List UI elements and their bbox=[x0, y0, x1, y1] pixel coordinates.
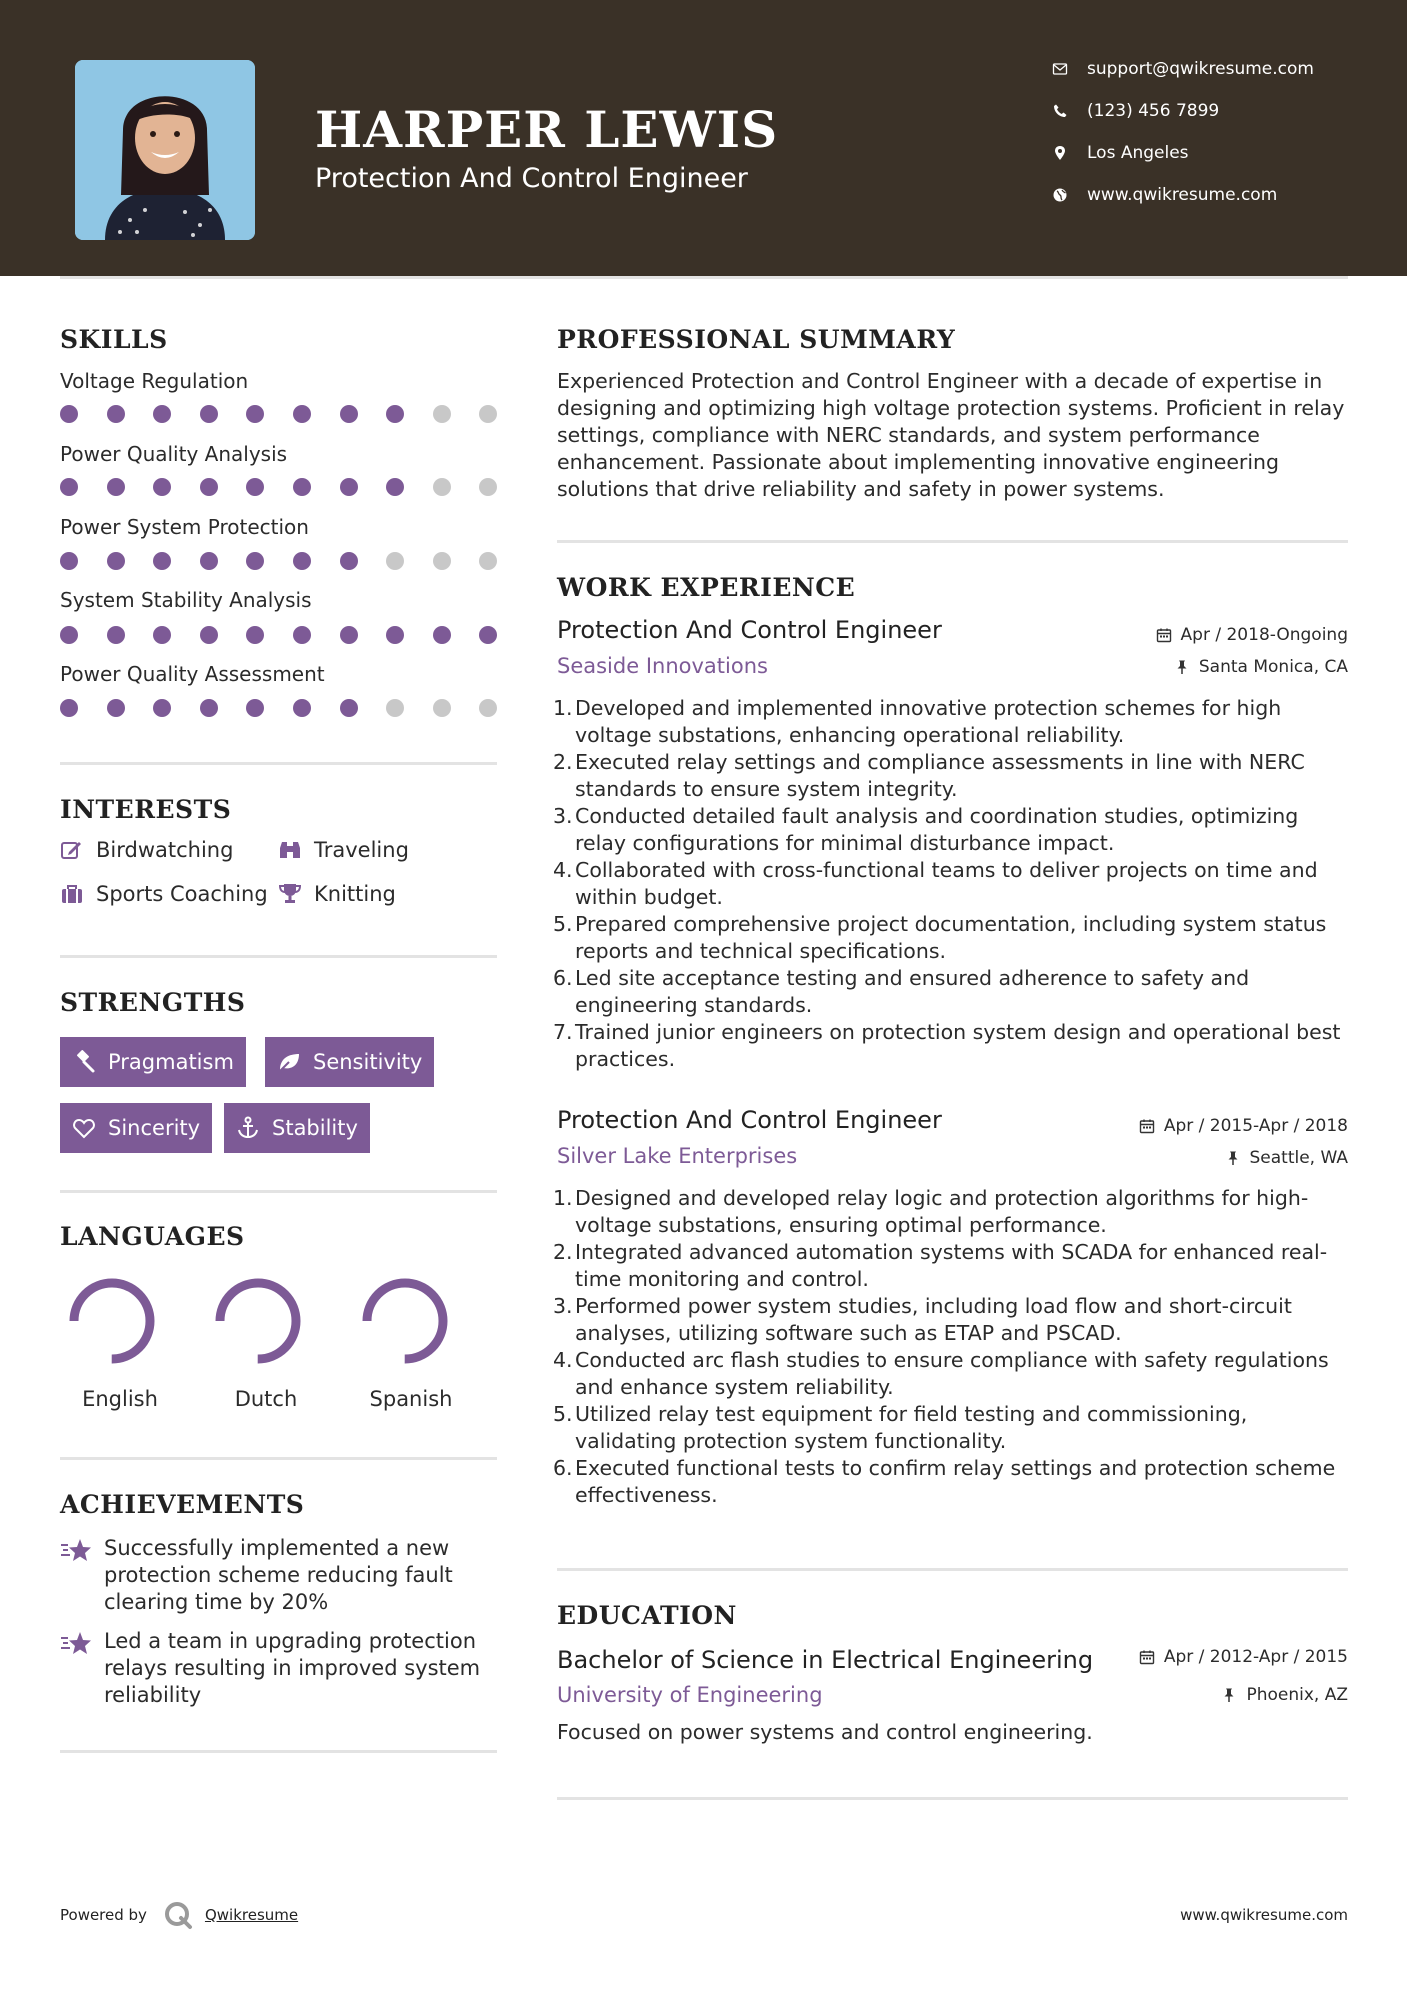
pushpin-icon bbox=[1225, 1150, 1241, 1166]
job-bullet: 3. Performed power system studies, including load flow and short-circuit analyses, utilizing software such as ETAP and PSCAD. bbox=[553, 1294, 1292, 1345]
interest-item bbox=[278, 838, 409, 862]
footer-powered-by bbox=[60, 1900, 298, 1930]
interest-label: Sports Coaching bbox=[96, 882, 268, 906]
education-location bbox=[1221, 1685, 1348, 1705]
candidate-name: HARPER LEWIS bbox=[315, 100, 779, 159]
achievement-item bbox=[60, 1535, 500, 1616]
skill-dot-filled bbox=[293, 552, 311, 570]
profile-photo bbox=[75, 60, 255, 240]
skill-name: System Stability Analysis bbox=[60, 588, 312, 612]
contact-location bbox=[1050, 138, 1380, 168]
skill-dot-filled bbox=[107, 699, 125, 717]
education-date bbox=[1139, 1647, 1348, 1667]
achievement-item bbox=[60, 1628, 500, 1709]
job-location-text: Seattle, WA bbox=[1249, 1148, 1348, 1168]
skill-name: Power Quality Assessment bbox=[60, 662, 325, 686]
calendar-icon bbox=[1139, 1118, 1155, 1134]
calendar-icon bbox=[1139, 1649, 1155, 1665]
skill-dot-filled bbox=[200, 699, 218, 717]
strength-tag bbox=[60, 1037, 246, 1087]
skill-dot-filled bbox=[246, 405, 264, 423]
section-divider bbox=[557, 540, 1348, 543]
achievement-text: Led a team in upgrading protection relays resulting in improved system reliability bbox=[104, 1629, 481, 1707]
skill-dot-filled bbox=[340, 405, 358, 423]
contact-website[interactable] bbox=[1050, 180, 1380, 210]
skill-dot-empty bbox=[479, 405, 497, 423]
skill-name: Power Quality Analysis bbox=[60, 442, 288, 466]
job-bullet: 4. Collaborated with cross-functional teams to deliver projects on time and within budget. bbox=[553, 858, 1318, 909]
strength-tag bbox=[60, 1103, 212, 1153]
job-bullet: 2. Integrated advanced automation systems with SCADA for enhanced real-time monitoring and control. bbox=[553, 1240, 1328, 1291]
pushpin-icon bbox=[1221, 1687, 1237, 1703]
job-title: Protection And Control Engineer bbox=[557, 1106, 942, 1134]
interest-label: Traveling bbox=[314, 838, 409, 862]
skill-dot-filled bbox=[153, 478, 171, 496]
experience-heading: WORK EXPERIENCE bbox=[557, 573, 856, 602]
section-divider bbox=[60, 1457, 497, 1460]
skill-dot-filled bbox=[293, 699, 311, 717]
gavel-icon bbox=[72, 1050, 96, 1074]
strength-label: Stability bbox=[272, 1116, 358, 1140]
powered-by-label: Powered by bbox=[60, 1906, 147, 1924]
job-location bbox=[1225, 1148, 1349, 1168]
calendar-icon bbox=[1156, 627, 1172, 643]
skill-dot-filled bbox=[60, 699, 78, 717]
skill-name: Voltage Regulation bbox=[60, 369, 249, 393]
skill-dot-filled bbox=[60, 405, 78, 423]
strength-tag bbox=[224, 1103, 370, 1153]
skill-dot-filled bbox=[200, 552, 218, 570]
skill-dot-filled bbox=[60, 552, 78, 570]
skill-dot-filled bbox=[479, 626, 497, 644]
job-bullet: 6. Led site acceptance testing and ensured adherence to safety and engineering standards. bbox=[553, 966, 1250, 1017]
language-label: Spanish bbox=[369, 1387, 453, 1411]
job-bullet: 7. Trained junior engineers on protection system design and operational best practices. bbox=[553, 1020, 1341, 1071]
skills-heading: SKILLS bbox=[60, 325, 168, 354]
briefcase-icon bbox=[60, 882, 84, 906]
degree-title: Bachelor of Science in Electrical Engineering bbox=[557, 1646, 1094, 1674]
skill-dot-filled bbox=[60, 626, 78, 644]
summary-heading: PROFESSIONAL SUMMARY bbox=[557, 325, 956, 354]
pencil-square-icon bbox=[60, 838, 84, 862]
language-level-ring bbox=[212, 1275, 304, 1367]
contact-location-text: Los Angeles bbox=[1087, 143, 1189, 163]
leaf-icon bbox=[277, 1050, 301, 1074]
skill-dot-filled bbox=[153, 626, 171, 644]
skill-dot-empty bbox=[433, 699, 451, 717]
skill-dot-filled bbox=[340, 699, 358, 717]
skill-dot-filled bbox=[200, 478, 218, 496]
education-heading: EDUCATION bbox=[557, 1601, 737, 1630]
strength-label: Sensitivity bbox=[313, 1050, 423, 1074]
job-bullet: 4. Conducted arc flash studies to ensure compliance with safety regulations and enhance system reliability. bbox=[553, 1348, 1329, 1399]
qwikresume-logo-icon bbox=[163, 1900, 193, 1930]
skill-dot-filled bbox=[153, 699, 171, 717]
skill-dot-filled bbox=[153, 552, 171, 570]
languages-heading: LANGUAGES bbox=[60, 1222, 245, 1251]
contact-website-text: www.qwikresume.com bbox=[1087, 185, 1278, 205]
skill-dot-filled bbox=[340, 552, 358, 570]
skill-dot-filled bbox=[246, 626, 264, 644]
job-title: Protection And Control Engineer bbox=[557, 616, 942, 644]
phone-icon bbox=[1050, 101, 1070, 121]
interest-label: Birdwatching bbox=[96, 838, 234, 862]
section-divider bbox=[60, 1750, 497, 1753]
skill-dot-empty bbox=[433, 405, 451, 423]
job-date-text: Apr / 2018-Ongoing bbox=[1180, 625, 1348, 645]
job-bullet: 5. Prepared comprehensive project documentation, including system status reports and technical specifications. bbox=[553, 912, 1327, 963]
skill-dot-filled bbox=[340, 626, 358, 644]
candidate-title: Protection And Control Engineer bbox=[315, 163, 748, 194]
skill-dot-filled bbox=[107, 478, 125, 496]
skill-dot-filled bbox=[107, 552, 125, 570]
resume-header bbox=[0, 0, 1407, 276]
qwikresume-link[interactable]: Qwikresume bbox=[204, 1906, 299, 1924]
interest-item bbox=[60, 882, 268, 906]
achievements-heading: ACHIEVEMENTS bbox=[60, 1490, 305, 1519]
job-bullet: 5. Utilized relay test equipment for field testing and commissioning, validating protection system functionality. bbox=[553, 1402, 1248, 1453]
education-description: Focused on power systems and control engineering. bbox=[557, 1720, 1093, 1744]
job-date bbox=[1156, 625, 1348, 645]
strength-label: Pragmatism bbox=[108, 1050, 234, 1074]
binoculars-icon bbox=[278, 838, 302, 862]
section-divider bbox=[60, 955, 497, 958]
section-divider bbox=[60, 1190, 497, 1193]
section-divider bbox=[60, 762, 497, 765]
skill-dot-empty bbox=[479, 478, 497, 496]
contact-phone-text: (123) 456 7899 bbox=[1087, 101, 1220, 121]
strength-tag bbox=[265, 1037, 434, 1087]
section-divider bbox=[557, 1797, 1348, 1800]
job-bullet: 1. Designed and developed relay logic and protection algorithms for high-voltage substations, ensuring optimal performance. bbox=[553, 1186, 1309, 1237]
skill-dot-empty bbox=[386, 552, 404, 570]
skill-dot-filled bbox=[246, 478, 264, 496]
skill-dot-filled bbox=[60, 478, 78, 496]
star-badge-icon bbox=[60, 1630, 92, 1658]
skill-dot-filled bbox=[200, 626, 218, 644]
achievement-text: Successfully implemented a new protection scheme reducing fault clearing time by 20% bbox=[104, 1536, 453, 1614]
contact-phone[interactable] bbox=[1050, 96, 1380, 126]
skill-dot-filled bbox=[386, 478, 404, 496]
heart-icon bbox=[72, 1116, 96, 1140]
job-date bbox=[1139, 1116, 1348, 1136]
job-bullet: 6. Executed functional tests to confirm relay settings and protection scheme effectiveness. bbox=[553, 1456, 1336, 1507]
education-location-text: Phoenix, AZ bbox=[1246, 1685, 1348, 1705]
skill-dot-filled bbox=[153, 405, 171, 423]
interest-label: Knitting bbox=[314, 882, 396, 906]
skill-dot-filled bbox=[293, 626, 311, 644]
language-label: Dutch bbox=[234, 1387, 298, 1411]
job-company: Silver Lake Enterprises bbox=[557, 1144, 798, 1168]
skill-dot-empty bbox=[433, 552, 451, 570]
globe-icon bbox=[1050, 185, 1070, 205]
language-label: English bbox=[82, 1387, 158, 1411]
skill-dot-filled bbox=[386, 405, 404, 423]
job-location bbox=[1174, 657, 1348, 677]
skill-dot-filled bbox=[386, 626, 404, 644]
strengths-heading: STRENGTHS bbox=[60, 988, 246, 1017]
star-badge-icon bbox=[60, 1537, 92, 1565]
anchor-icon bbox=[236, 1116, 260, 1140]
job-company: Seaside Innovations bbox=[557, 654, 768, 678]
skill-dot-filled bbox=[293, 405, 311, 423]
interests-heading: INTERESTS bbox=[60, 795, 232, 824]
skill-dot-empty bbox=[386, 699, 404, 717]
skill-dot-filled bbox=[107, 405, 125, 423]
job-bullets bbox=[553, 695, 1353, 1073]
strength-label: Sincerity bbox=[108, 1116, 201, 1140]
job-bullet: 3. Conducted detailed fault analysis and coordination studies, optimizing relay configurations for minimal disturbance impact. bbox=[553, 804, 1299, 855]
envelope-icon bbox=[1050, 59, 1070, 79]
header-divider bbox=[60, 276, 1348, 279]
job-bullet: 1. Developed and implemented innovative protection schemes for high voltage substations, enhancing operational reliability. bbox=[553, 696, 1282, 747]
interest-item bbox=[278, 882, 396, 906]
section-divider bbox=[557, 1568, 1348, 1571]
map-marker-icon bbox=[1050, 143, 1070, 163]
language-level-ring bbox=[66, 1275, 158, 1367]
job-bullets bbox=[553, 1185, 1353, 1509]
skill-dot-filled bbox=[433, 626, 451, 644]
job-location-text: Santa Monica, CA bbox=[1198, 657, 1348, 677]
pushpin-icon bbox=[1174, 659, 1190, 675]
skill-dot-filled bbox=[246, 552, 264, 570]
skill-dot-filled bbox=[107, 626, 125, 644]
language-level-ring bbox=[359, 1275, 451, 1367]
skill-dot-empty bbox=[479, 552, 497, 570]
footer-website[interactable]: www.qwikresume.com bbox=[1180, 1906, 1348, 1924]
school-name: University of Engineering bbox=[557, 1683, 823, 1707]
skill-dot-empty bbox=[433, 478, 451, 496]
interest-item bbox=[60, 838, 233, 862]
skill-dot-filled bbox=[340, 478, 358, 496]
skill-dot-filled bbox=[246, 699, 264, 717]
skill-dot-filled bbox=[200, 405, 218, 423]
contact-email[interactable] bbox=[1050, 54, 1380, 84]
contact-email-text: support@qwikresume.com bbox=[1087, 59, 1314, 79]
skill-name: Power System Protection bbox=[60, 515, 309, 539]
skill-dot-empty bbox=[479, 699, 497, 717]
education-date-text: Apr / 2012-Apr / 2015 bbox=[1163, 1647, 1348, 1667]
skill-dot-filled bbox=[293, 478, 311, 496]
summary-text: Experienced Protection and Control Engineer with a decade of expertise in designing and optimizing high voltage protection systems. Proficient in relay settings, compliance with NERC standards, and system performance enhancement. Passionate about implementing innovative engineering solutions that drive reliability and safety in power systems. bbox=[557, 369, 1345, 501]
job-date-text: Apr / 2015-Apr / 2018 bbox=[1163, 1116, 1348, 1136]
job-bullet: 2. Executed relay settings and compliance assessments in line with NERC standards to ensure system integrity. bbox=[553, 750, 1305, 801]
trophy-icon bbox=[278, 882, 302, 906]
